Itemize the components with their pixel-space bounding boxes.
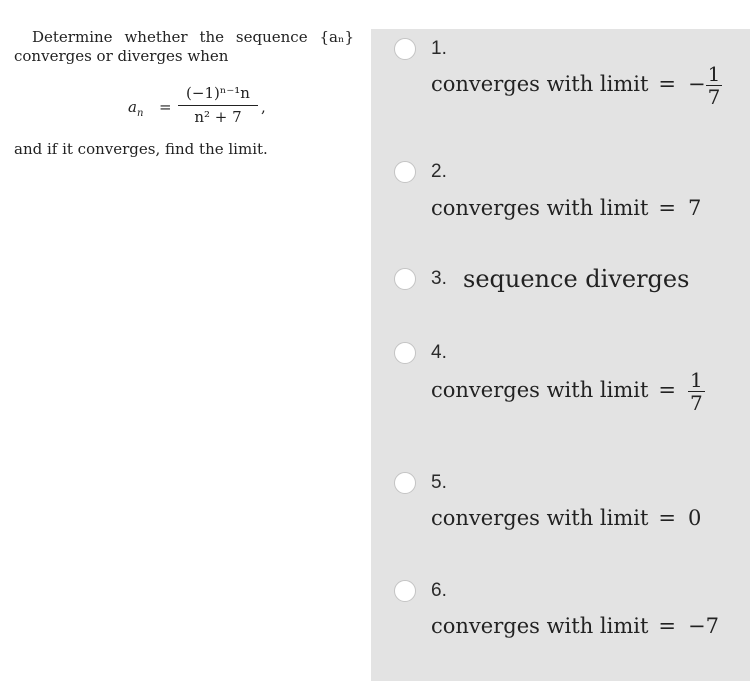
answer-option-4[interactable]: [371, 342, 750, 452]
option-number: 2.: [431, 161, 447, 182]
option-answer-text: converges with limit = 7: [431, 196, 702, 220]
formula-equals: =: [159, 98, 172, 116]
radio-button-5[interactable]: [394, 472, 416, 494]
radio-button-3[interactable]: [394, 268, 416, 290]
option-number: 5.: [431, 472, 447, 493]
radio-button-4[interactable]: [394, 342, 416, 364]
answer-option-3[interactable]: [371, 267, 750, 307]
answer-option-6[interactable]: [371, 579, 750, 659]
option-answer-text: converges with limit = − $\frac{1}{7}$: [431, 62, 721, 109]
answer-option-1[interactable]: [371, 33, 750, 143]
answer-option-5[interactable]: [371, 471, 750, 551]
answer-options-panel: [371, 29, 750, 681]
sequence-formula: [14, 84, 354, 128]
formula-comma: ,: [261, 98, 266, 116]
option-answer-text: sequence diverges: [463, 265, 690, 293]
formula-denominator: n² + 7: [194, 108, 242, 126]
option-answer-text: converges with limit = −7: [431, 614, 719, 638]
answer-option-2[interactable]: [371, 161, 750, 241]
question-intro: Determine whether the sequence {aₙ} converges or diverges when: [14, 28, 354, 65]
question-outro: and if it converges, find the limit.: [14, 140, 268, 158]
question-block: [14, 28, 354, 158]
formula-fraction: [178, 84, 258, 127]
option-number: 6.: [431, 580, 447, 601]
radio-button-6[interactable]: [394, 580, 416, 602]
radio-button-2[interactable]: [394, 161, 416, 183]
radio-button-1[interactable]: [394, 38, 416, 60]
option-number: 1.: [431, 38, 447, 59]
formula-numerator: (−1)ⁿ⁻¹n: [178, 84, 258, 106]
option-number: 3.: [431, 268, 447, 289]
option-number: 4.: [431, 342, 447, 363]
formula-lhs: $a_n$: [128, 98, 144, 119]
option-answer-text: converges with limit = 0: [431, 506, 702, 530]
option-answer-text: converges with limit = $\frac{1}{7}$: [431, 368, 703, 415]
